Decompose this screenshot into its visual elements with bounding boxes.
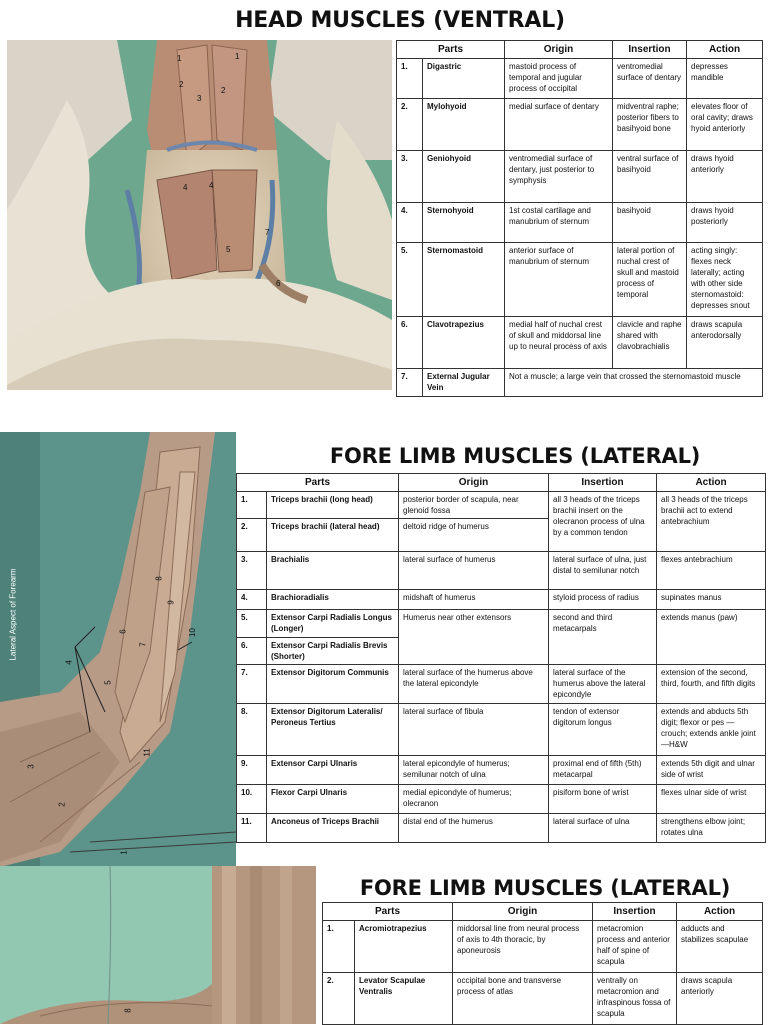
muscle-origin: distal end of the humerus bbox=[399, 814, 549, 843]
header-action: Action bbox=[657, 474, 766, 492]
muscle-insertion: lateral portion of nuchal crest of skull and mastoid process of temporal bbox=[613, 243, 687, 317]
row-number: 1. bbox=[237, 492, 267, 519]
forearm-dissection-image bbox=[0, 432, 236, 867]
photo-label: 11 bbox=[142, 748, 152, 757]
muscle-insertion: all 3 heads of the triceps brachii insert on the olecranon process of ulna by a common tendon bbox=[549, 492, 657, 552]
table-row bbox=[397, 243, 763, 317]
table-row bbox=[323, 973, 763, 1025]
photo-label: 2 bbox=[57, 802, 67, 807]
header-parts: Parts bbox=[237, 474, 399, 492]
muscle-name: Levator Scapulae Ventralis bbox=[355, 973, 453, 1025]
row-number: 7. bbox=[397, 369, 423, 397]
photo-label: 5 bbox=[226, 245, 231, 254]
photo-label: 9 bbox=[166, 600, 176, 605]
muscle-name: External Jugular Vein bbox=[423, 369, 505, 397]
row-number: 1. bbox=[397, 59, 423, 99]
row-number: 2. bbox=[397, 99, 423, 151]
photo-label: 2 bbox=[221, 86, 226, 95]
muscle-action: flexes ulnar side of wrist bbox=[657, 785, 766, 814]
muscle-action: supinates manus bbox=[657, 590, 766, 610]
header-insertion: Insertion bbox=[549, 474, 657, 492]
muscle-origin: posterior border of scapula, near glenoid fossa bbox=[399, 492, 549, 519]
muscle-action: extension of the second, third, fourth, and fifth digits bbox=[657, 665, 766, 704]
muscle-name: Flexor Carpi Ulnaris bbox=[267, 785, 399, 814]
row-number: 2. bbox=[237, 519, 267, 552]
muscle-origin: middorsal line from neural process of axis to 4th thoracic, by aponeurosis bbox=[453, 921, 593, 973]
row-number: 2. bbox=[323, 973, 355, 1025]
muscle-insertion: clavicle and raphe shared with clavobrachialis bbox=[613, 317, 687, 369]
muscle-action: acting singly: flexes neck laterally; acting with other side sternomastoid: depresses snout bbox=[687, 243, 763, 317]
muscle-name: Brachioradialis bbox=[267, 590, 399, 610]
row-number: 6. bbox=[397, 317, 423, 369]
muscle-origin: medial epicondyle of humerus; olecranon bbox=[399, 785, 549, 814]
muscle-origin: midshaft of humerus bbox=[399, 590, 549, 610]
header-insertion: Insertion bbox=[593, 903, 677, 921]
row-number: 4. bbox=[397, 203, 423, 243]
head-dissection-photo bbox=[7, 40, 392, 390]
title-forelimb-muscles-2: FORE LIMB MUSCLES (LATERAL) bbox=[359, 876, 731, 900]
muscle-name: Extensor Carpi Ulnaris bbox=[267, 756, 399, 785]
forelimb-muscles-table-2 bbox=[322, 902, 763, 1025]
photo-label: 4 bbox=[209, 181, 214, 190]
photo-label: 6 bbox=[118, 629, 128, 634]
header-origin: Origin bbox=[505, 41, 613, 59]
row-number: 5. bbox=[237, 610, 267, 638]
table-row bbox=[237, 785, 766, 814]
header-parts: Parts bbox=[397, 41, 505, 59]
table-row bbox=[397, 99, 763, 151]
header-action: Action bbox=[687, 41, 763, 59]
photo-label: 1 bbox=[235, 52, 240, 61]
muscle-insertion: metacromion process and anterior half of spine of scapula bbox=[593, 921, 677, 973]
muscle-origin: occipital bone and transverse process of atlas bbox=[453, 973, 593, 1025]
muscle-name: Geniohyoid bbox=[423, 151, 505, 203]
muscle-action: strengthens elbow joint; rotates ulna bbox=[657, 814, 766, 843]
table-row bbox=[237, 665, 766, 704]
row-number: 4. bbox=[237, 590, 267, 610]
table-row bbox=[237, 610, 766, 638]
photo-label: 2 bbox=[179, 80, 184, 89]
row-number: 1. bbox=[323, 921, 355, 973]
photo-label: 8 bbox=[123, 1008, 133, 1013]
muscle-action: adducts and stabilizes scapulae bbox=[677, 921, 763, 973]
row-number: 10. bbox=[237, 785, 267, 814]
table-row bbox=[397, 203, 763, 243]
muscle-origin: 1st costal cartilage and manubrium of sternum bbox=[505, 203, 613, 243]
row-number: 8. bbox=[237, 704, 267, 756]
muscle-name: Acromiotrapezius bbox=[355, 921, 453, 973]
muscle-action: extends and abducts 5th digit; flexor or pes — crouch; extends ankle joint—H&W bbox=[657, 704, 766, 756]
muscle-insertion: proximal end of fifth (5th) metacarpal bbox=[549, 756, 657, 785]
muscle-insertion: tendon of extensor digitorum longus bbox=[549, 704, 657, 756]
photo-label: 10 bbox=[187, 628, 197, 637]
photo-label: 4 bbox=[64, 660, 74, 665]
table-row bbox=[323, 921, 763, 973]
table-row bbox=[397, 151, 763, 203]
table-header-row bbox=[237, 474, 766, 492]
title-forelimb-muscles: FORE LIMB MUSCLES (LATERAL) bbox=[329, 444, 701, 468]
row-note: Not a muscle; a large vein that crossed the sternomastoid muscle bbox=[505, 369, 763, 397]
muscle-action: draws scapula anteriorly bbox=[677, 973, 763, 1025]
forearm-dissection-photo bbox=[0, 432, 236, 867]
muscle-action: extends manus (paw) bbox=[657, 610, 766, 665]
muscle-insertion: lateral surface of the humerus above the lateral epicondyle bbox=[549, 665, 657, 704]
table-row bbox=[237, 756, 766, 785]
table-row bbox=[237, 590, 766, 610]
muscle-origin: ventromedial surface of dentary, just posterior to symphysis bbox=[505, 151, 613, 203]
header-origin: Origin bbox=[399, 474, 549, 492]
header-action: Action bbox=[677, 903, 763, 921]
muscle-origin: medial surface of dentary bbox=[505, 99, 613, 151]
row-number: 9. bbox=[237, 756, 267, 785]
row-number: 6. bbox=[237, 638, 267, 665]
photo-label: 3 bbox=[26, 764, 36, 769]
forearm-caption: Lateral Aspect of Forearm bbox=[8, 568, 18, 661]
table-row bbox=[397, 317, 763, 369]
muscle-insertion: styloid process of radius bbox=[549, 590, 657, 610]
muscle-name: Sternomastoid bbox=[423, 243, 505, 317]
muscle-action: depresses mandible bbox=[687, 59, 763, 99]
row-number: 3. bbox=[397, 151, 423, 203]
muscle-origin: medial half of nuchal crest of skull and middorsal line up to neural process of axis bbox=[505, 317, 613, 369]
header-origin: Origin bbox=[453, 903, 593, 921]
muscle-insertion: midventral raphe; posterior fibers to basihyoid bone bbox=[613, 99, 687, 151]
muscle-action: draws scapula anterodorsally bbox=[687, 317, 763, 369]
muscle-name: Anconeus of Triceps Brachii bbox=[267, 814, 399, 843]
muscle-origin: deltoid ridge of humerus bbox=[399, 519, 549, 552]
muscle-insertion: lateral surface of ulna bbox=[549, 814, 657, 843]
title-head-muscles: HEAD MUSCLES (VENTRAL) bbox=[235, 8, 565, 33]
muscle-name: Extensor Carpi Radialis Brevis (Shorter) bbox=[267, 638, 399, 665]
photo-label: 8 bbox=[154, 576, 164, 581]
photo-label: 1 bbox=[119, 850, 129, 855]
muscle-action: extends 5th digit and ulnar side of wrist bbox=[657, 756, 766, 785]
table-header-row bbox=[323, 903, 763, 921]
muscle-insertion: lateral surface of ulna, just distal to semilunar notch bbox=[549, 552, 657, 590]
table-row bbox=[237, 814, 766, 843]
muscle-name: Triceps brachii (lateral head) bbox=[267, 519, 399, 552]
muscle-action: elevates floor of oral cavity; draws hyoid anteriorly bbox=[687, 99, 763, 151]
muscle-action: all 3 heads of the triceps brachii act to extend antebrachium bbox=[657, 492, 766, 552]
muscle-name: Digastric bbox=[423, 59, 505, 99]
muscle-origin: mastoid process of temporal and jugular process of occipital bbox=[505, 59, 613, 99]
forelimb-dissection-photo bbox=[0, 866, 316, 1024]
photo-label: 6 bbox=[276, 279, 281, 288]
table-row bbox=[397, 59, 763, 99]
photo-label: 7 bbox=[138, 642, 148, 647]
photo-label: 1 bbox=[177, 54, 182, 63]
head-dissection-image bbox=[7, 40, 392, 390]
muscle-name: Triceps brachii (long head) bbox=[267, 492, 399, 519]
muscle-origin: lateral surface of fibula bbox=[399, 704, 549, 756]
muscle-name: Extensor Digitorum Communis bbox=[267, 665, 399, 704]
photo-label: 4 bbox=[183, 183, 188, 192]
muscle-name: Extensor Digitorum Lateralis/ Peroneus Tertius bbox=[267, 704, 399, 756]
muscle-name: Extensor Carpi Radialis Longus (Longer) bbox=[267, 610, 399, 638]
muscle-origin: Humerus near other extensors bbox=[399, 610, 549, 665]
header-parts: Parts bbox=[323, 903, 453, 921]
muscle-origin: lateral surface of the humerus above the lateral epicondyle bbox=[399, 665, 549, 704]
forelimb-dissection-image bbox=[0, 866, 316, 1024]
photo-label: 5 bbox=[103, 680, 113, 685]
muscle-insertion: pisiform bone of wrist bbox=[549, 785, 657, 814]
muscle-name: Mylohyoid bbox=[423, 99, 505, 151]
muscle-action: draws hyoid posteriorly bbox=[687, 203, 763, 243]
muscle-origin: lateral surface of humerus bbox=[399, 552, 549, 590]
row-number: 5. bbox=[397, 243, 423, 317]
muscle-name: Clavotrapezius bbox=[423, 317, 505, 369]
table-header-row bbox=[397, 41, 763, 59]
row-number: 11. bbox=[237, 814, 267, 843]
muscle-name: Sternohyoid bbox=[423, 203, 505, 243]
table-row bbox=[397, 369, 763, 397]
table-row bbox=[237, 552, 766, 590]
muscle-origin: anterior surface of manubrium of sternum bbox=[505, 243, 613, 317]
head-muscles-table bbox=[396, 40, 763, 397]
header-insertion: Insertion bbox=[613, 41, 687, 59]
photo-label: 3 bbox=[197, 94, 202, 103]
muscle-origin: lateral epicondyle of humerus; semilunar notch of ulna bbox=[399, 756, 549, 785]
table-row bbox=[237, 492, 766, 519]
muscle-insertion: ventromedial surface of dentary bbox=[613, 59, 687, 99]
forelimb-muscles-table bbox=[236, 473, 766, 843]
row-number: 7. bbox=[237, 665, 267, 704]
muscle-insertion: second and third metacarpals bbox=[549, 610, 657, 665]
muscle-name: Brachialis bbox=[267, 552, 399, 590]
table-row bbox=[237, 704, 766, 756]
muscle-action: draws hyoid anteriorly bbox=[687, 151, 763, 203]
row-number: 3. bbox=[237, 552, 267, 590]
muscle-insertion: ventrally on metacromion and infraspinous fossa of scapula bbox=[593, 973, 677, 1025]
muscle-action: flexes antebrachium bbox=[657, 552, 766, 590]
muscle-insertion: basihyoid bbox=[613, 203, 687, 243]
muscle-insertion: ventral surface of basihyoid bbox=[613, 151, 687, 203]
photo-label: 7 bbox=[265, 228, 270, 237]
